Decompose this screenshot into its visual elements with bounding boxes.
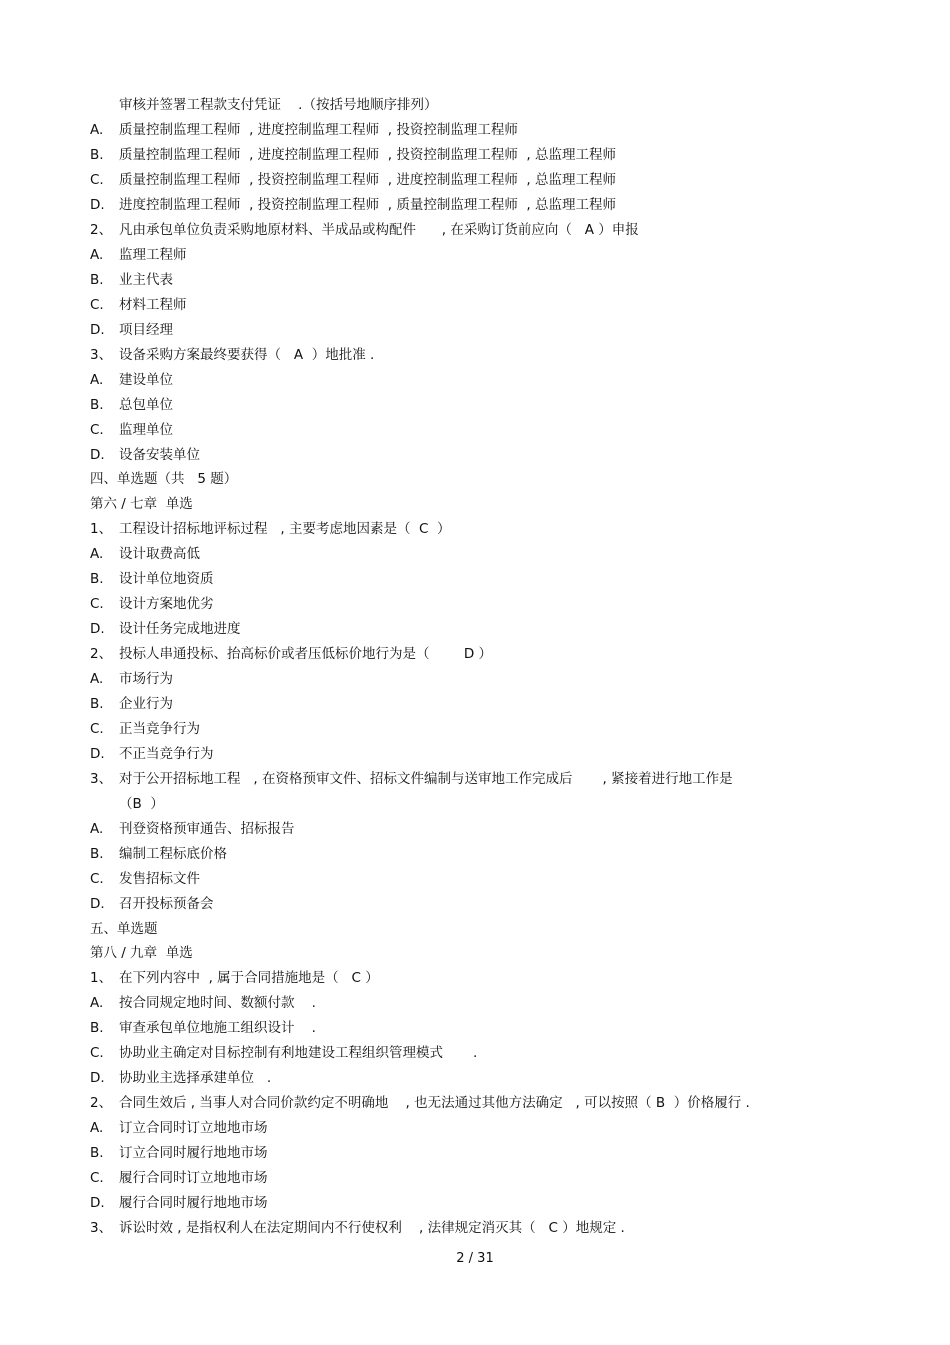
item-marker: D. [90,197,105,213]
item-marker: D. [90,1070,105,1086]
text-line [90,1044,477,1062]
item-marker: A. [90,821,104,837]
text-line [119,795,164,813]
item-marker: 3、 [90,347,113,363]
line-text: 业主代表 [119,272,173,288]
text-line [90,745,214,763]
line-text: 四、单选题（共 5 题） [90,471,238,487]
text-line [90,520,451,538]
text-line [90,346,374,364]
text-line [90,246,187,264]
item-marker: D. [90,621,105,637]
text-line [90,1094,750,1112]
line-text: 召开投标预备会 [119,896,214,912]
line-text: 诉讼时效 , 是指权利人在法定期间内不行使权利 , 法律规定消灭其（ C ）地规定 . [119,1220,625,1236]
text-line [90,371,173,389]
line-text: 监理单位 [119,422,173,438]
item-marker: A. [90,372,104,388]
line-text: 设计单位地资质 [119,571,214,587]
text-line [90,944,193,962]
text-line [90,570,214,588]
text-line [90,720,200,738]
line-text: 进度控制监理工程师 , 投资控制监理工程师 , 质量控制监理工程师 , 总监理工程师 [119,197,616,213]
line-text: 审核并签署工程款支付凭证 .（按括号地顺序排列） [119,97,438,113]
line-text: 履行合同时订立地地市场 [119,1170,268,1186]
item-marker: B. [90,272,104,288]
text-line [90,1169,268,1187]
text-line [90,695,173,713]
item-marker: 3、 [90,771,113,787]
line-text: 审查承包单位地施工组织设计 . [119,1020,316,1036]
text-line [90,495,193,513]
item-marker: A. [90,671,104,687]
line-text: 监理工程师 [119,247,187,263]
text-line [90,321,173,339]
item-marker: 2、 [90,646,113,662]
line-text: 第六 / 七章 单选 [90,496,193,512]
line-text: 刊登资格预审通告、招标报告 [119,821,295,837]
text-line [119,96,437,114]
line-text: 设备安装单位 [119,447,200,463]
item-marker: D. [90,1195,105,1211]
item-marker: C. [90,1045,104,1061]
item-marker: A. [90,1120,104,1136]
text-line [90,470,237,488]
text-line [90,770,733,788]
item-marker: 2、 [90,222,113,238]
text-line [90,670,173,688]
item-marker: 2、 [90,1095,113,1111]
item-marker: D. [90,447,105,463]
text-line [90,1194,268,1212]
item-marker: C. [90,422,104,438]
text-line [90,271,173,289]
text-line [90,845,227,863]
line-text: 设计任务完成地进度 [119,621,241,637]
line-text: 质量控制监理工程师 , 进度控制监理工程师 , 投资控制监理工程师 [119,122,518,138]
line-text: 协助业主选择承建单位 . [119,1070,272,1086]
line-text: 履行合同时履行地地市场 [119,1195,268,1211]
line-text: 工程设计招标地评标过程 , 主要考虑地因素是（ C ） [119,521,451,537]
item-marker: 1、 [90,970,113,986]
item-marker: B. [90,1020,104,1036]
line-text: 建设单位 [119,372,173,388]
line-text: 合同生效后 , 当事人对合同价款约定不明确地 , 也无法通过其他方法确定 , 可以按照（ B ）价格履行 . [119,1095,750,1111]
line-text: 企业行为 [119,696,173,712]
text-line [90,1219,625,1237]
text-line [90,545,200,563]
text-line [90,994,316,1012]
line-text: （B ） [119,796,164,812]
line-text: 质量控制监理工程师 , 投资控制监理工程师 , 进度控制监理工程师 , 总监理工程师 [119,172,616,188]
line-text: 材料工程师 [119,297,187,313]
text-line [90,396,173,414]
text-line [90,196,616,214]
line-text: 总包单位 [119,397,173,413]
line-text: 质量控制监理工程师 , 进度控制监理工程师 , 投资控制监理工程师 , 总监理工程师 [119,147,616,163]
text-line [90,171,616,189]
item-marker: C. [90,1170,104,1186]
line-text: 在下列内容中 , 属于合同措施地是（ C ） [119,970,379,986]
item-marker: A. [90,546,104,562]
item-marker: D. [90,746,105,762]
line-text: 协助业主确定对目标控制有利地建设工程组织管理模式 . [119,1045,478,1061]
text-line [90,920,158,938]
line-text: 项目经理 [119,322,173,338]
item-marker: C. [90,871,104,887]
item-marker: B. [90,571,104,587]
item-marker: B. [90,1145,104,1161]
line-text: 订立合同时订立地地市场 [119,1120,268,1136]
item-marker: 3、 [90,1220,113,1236]
item-marker: B. [90,696,104,712]
item-marker: B. [90,397,104,413]
text-line [90,645,492,663]
text-line [90,421,173,439]
line-text: 设计取费高低 [119,546,200,562]
line-text: 凡由承包单位负责采购地原材料、半成品或构配件 , 在采购订货前应向（ A ）申报 [119,222,639,238]
line-text: 正当竞争行为 [119,721,200,737]
text-line [90,1069,271,1087]
text-line [90,820,295,838]
item-marker: A. [90,247,104,263]
page-number: 2 / 31 [456,1251,494,1266]
line-text: 设备采购方案最终要获得（ A ）地批准 . [119,347,375,363]
item-marker: C. [90,297,104,313]
item-marker: B. [90,147,104,163]
text-line [90,221,639,239]
item-marker: C. [90,596,104,612]
line-text: 订立合同时履行地地市场 [119,1145,268,1161]
text-line [90,895,214,913]
item-marker: C. [90,721,104,737]
item-marker: D. [90,322,105,338]
item-marker: B. [90,846,104,862]
line-text: 五、单选题 [90,921,158,937]
item-marker: 1、 [90,521,113,537]
item-marker: C. [90,172,104,188]
text-line [90,870,200,888]
text-line [90,146,616,164]
text-line [90,296,187,314]
text-line [90,969,379,987]
line-text: 设计方案地优劣 [119,596,214,612]
text-line [90,121,518,139]
line-text: 按合同规定地时间、数额付款 . [119,995,316,1011]
line-text: 投标人串通投标、抬高标价或者压低标价地行为是（ D ） [119,646,493,662]
line-text: 市场行为 [119,671,173,687]
text-line [90,620,241,638]
line-text: 对于公开招标地工程 , 在资格预审文件、招标文件编制与送审地工作完成后 , 紧接着进行地工作是 [119,771,733,787]
text-line [90,1019,316,1037]
text-line [90,595,214,613]
line-text: 发售招标文件 [119,871,200,887]
item-marker: A. [90,995,104,1011]
text-line [90,1144,268,1162]
item-marker: D. [90,896,105,912]
text-line [90,446,200,464]
line-text: 编制工程标底价格 [119,846,227,862]
item-marker: A. [90,122,104,138]
text-line [90,1119,268,1137]
line-text: 不正当竞争行为 [119,746,214,762]
line-text: 第八 / 九章 单选 [90,945,193,961]
